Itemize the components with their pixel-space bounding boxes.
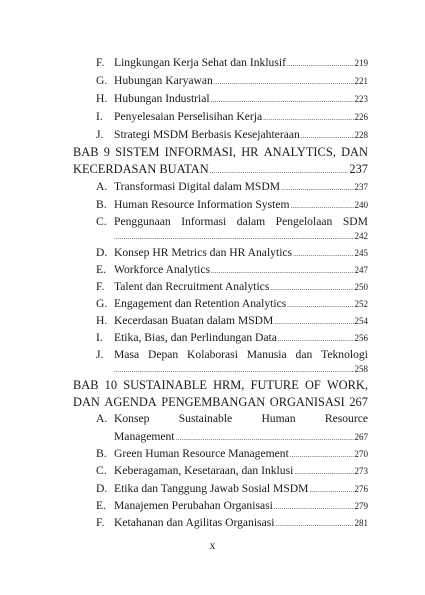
heading-word: ORGANISASI <box>269 395 345 409</box>
entry-letter: D. <box>96 246 108 259</box>
entry-page: 254 <box>354 316 368 326</box>
entry-title: Ketahanan dan Agilitas Organisasi <box>114 516 275 529</box>
heading-word: 9 <box>103 145 110 159</box>
entry-letter: G. <box>96 297 108 310</box>
entry-letter: G. <box>96 74 108 87</box>
entry-title: Human Resource Information System <box>114 198 290 211</box>
title-word: Konsep <box>114 412 150 425</box>
entry-page: 221 <box>354 76 368 86</box>
entry-title: Penyelesaian Perselisihan Kerja <box>114 110 263 123</box>
title-word: Kolaborasi <box>187 348 238 361</box>
entry-letter: E. <box>96 263 106 276</box>
entry-title: Strategi MSDM Berbasis Kesejahteraan <box>114 128 300 141</box>
entry-title: Hubungan Karyawan <box>114 74 213 87</box>
entry-title: Manajemen Perubahan Organisasi <box>114 499 273 512</box>
dot-leader <box>114 362 354 378</box>
heading-word: ANALYTICS, <box>263 145 336 159</box>
dot-leader <box>211 92 354 108</box>
chapter-heading-line1[interactable] <box>73 377 368 393</box>
heading-word: BAB <box>73 145 99 159</box>
toc-entry[interactable] <box>96 262 368 278</box>
heading-word: OF <box>304 378 321 392</box>
dot-leader <box>287 56 354 72</box>
heading-word: SUSTAINABLE <box>123 378 207 392</box>
entry-letter: B. <box>96 198 107 211</box>
heading-word: HR <box>241 145 259 159</box>
heading-word: WORK, <box>326 378 368 392</box>
toc-entry[interactable] <box>96 55 368 71</box>
chapter-title: KECERDASAN BUATAN <box>73 162 209 176</box>
entry-page: 258 <box>354 364 368 374</box>
toc-entry[interactable] <box>96 446 368 462</box>
entry-page: 247 <box>354 265 368 275</box>
chapter-heading-line1[interactable] <box>73 144 368 160</box>
dot-leader <box>301 128 354 144</box>
entry-title: Transformasi Digital dalam MSDM <box>114 180 281 193</box>
dot-leader <box>114 229 354 245</box>
entry-letter: I. <box>96 110 103 123</box>
toc-entry[interactable] <box>96 109 368 125</box>
chapter-heading-line2[interactable] <box>73 161 368 177</box>
title-word: SDM <box>342 215 368 228</box>
toc-entry[interactable] <box>96 481 368 497</box>
entry-page: 219 <box>354 58 368 68</box>
toc-entry-continuation[interactable] <box>114 429 368 445</box>
entry-letter: H. <box>96 314 108 327</box>
title-word: Human <box>261 412 296 425</box>
entry-letter: H. <box>96 92 108 105</box>
heading-word: HRM, <box>213 378 245 392</box>
dot-leader <box>176 430 354 446</box>
dot-leader <box>214 74 354 90</box>
heading-word: 10 <box>104 378 118 392</box>
heading-word: PENGEMBANGAN <box>161 395 266 409</box>
chapter-page: 237 <box>349 162 368 176</box>
entry-title: Talent dan Recruitment Analytics <box>114 280 270 293</box>
heading-word: AGENDA <box>104 395 157 409</box>
entry-title: Hubungan Industrial <box>114 92 210 105</box>
title-word: Depan <box>147 348 179 361</box>
entry-page: 273 <box>354 466 368 476</box>
entry-letter: A. <box>96 180 108 193</box>
dot-leader <box>294 464 353 480</box>
entry-page: 226 <box>354 112 368 122</box>
toc-entry[interactable] <box>96 197 368 213</box>
dot-leader <box>293 246 353 262</box>
title-word: Teknologi <box>321 348 368 361</box>
page-number: x <box>209 540 216 552</box>
entry-letter: J. <box>96 348 104 361</box>
heading-word: INFORMASI, <box>164 145 236 159</box>
dot-leader <box>290 198 353 214</box>
dot-leader <box>309 482 353 498</box>
entry-letter: I. <box>96 331 103 344</box>
toc-entry[interactable] <box>96 313 368 329</box>
entry-title: Kecerdasan Buatan dalam MSDM <box>114 314 274 327</box>
dot-leader <box>210 163 349 179</box>
title-word: Masa <box>114 348 140 361</box>
entry-page: 240 <box>354 200 368 210</box>
entry-title: Engagement dan Retention Analytics <box>114 297 287 310</box>
entry-title-continued: Management <box>114 430 175 443</box>
dot-leader <box>274 499 354 515</box>
entry-title: Konsep HR Metrics dan HR Analytics <box>114 246 293 259</box>
entry-letter: C. <box>96 464 107 477</box>
title-word: Pengelolaan <box>275 215 333 228</box>
entry-page: 267 <box>354 432 368 442</box>
chapter-page: 267 <box>349 395 368 409</box>
toc-entry[interactable] <box>96 279 368 295</box>
entry-letter: F. <box>96 516 105 529</box>
title-word: Manusia <box>246 348 287 361</box>
entry-letter: D. <box>96 482 108 495</box>
entry-letter: F. <box>96 56 105 69</box>
toc-entry[interactable] <box>96 91 368 107</box>
entry-page: 270 <box>354 449 368 459</box>
toc-entry-continuation[interactable] <box>114 228 368 244</box>
entry-title: Workforce Analytics <box>114 263 210 276</box>
entry-letter: A. <box>96 412 108 425</box>
heading-word: SISTEM <box>115 145 160 159</box>
title-word: Penggunaan <box>114 215 171 228</box>
entry-page: 237 <box>354 182 368 192</box>
toc-entry[interactable] <box>96 411 368 427</box>
toc-entry[interactable] <box>96 245 368 261</box>
entry-title: Lingkungan Kerja Sehat dan Inklusif <box>114 56 286 69</box>
toc-entry[interactable] <box>96 127 368 143</box>
entry-title: Keberagaman, Kesetaraan, dan Inklusi <box>114 464 294 477</box>
title-word: dalam <box>236 215 266 228</box>
heading-word: DAN <box>73 395 100 409</box>
entry-page: 242 <box>354 231 368 241</box>
entry-page: 223 <box>354 94 368 104</box>
title-word: Sustainable <box>178 412 233 425</box>
dot-leader <box>270 280 353 296</box>
dot-leader <box>287 297 353 313</box>
toc-entry[interactable] <box>96 515 368 531</box>
entry-page: 279 <box>354 501 368 511</box>
heading-word: BAB <box>73 378 99 392</box>
toc-entry[interactable] <box>96 179 368 195</box>
entry-title <box>114 411 368 427</box>
entry-letter: B. <box>96 447 107 460</box>
entry-page: 228 <box>354 130 368 140</box>
toc-entry[interactable] <box>96 330 368 346</box>
toc-entry[interactable] <box>96 498 368 514</box>
entry-letter: C. <box>96 215 107 228</box>
dot-leader <box>274 314 353 330</box>
heading-word: FUTURE <box>250 378 299 392</box>
toc-entry[interactable] <box>96 73 368 89</box>
title-word: Resource <box>324 412 368 425</box>
toc-entry[interactable] <box>96 463 368 479</box>
heading-word: DAN <box>341 145 368 159</box>
chapter-heading-line2[interactable] <box>73 394 368 410</box>
entry-title: Etika, Bias, dan Perlindungan Data <box>114 331 277 344</box>
entry-title: Green Human Resource Management <box>114 447 289 460</box>
entry-page: 276 <box>354 484 368 494</box>
entry-page: 281 <box>354 518 368 528</box>
entry-page: 256 <box>354 333 368 343</box>
entry-page: 250 <box>354 282 368 292</box>
toc-entry-continuation[interactable] <box>114 361 368 377</box>
entry-letter: E. <box>96 499 106 512</box>
entry-letter: F. <box>96 280 105 293</box>
dot-leader <box>275 516 353 532</box>
toc-entry[interactable] <box>96 296 368 312</box>
entry-page: 252 <box>354 299 368 309</box>
dot-leader <box>281 180 353 196</box>
title-word: dan <box>295 348 313 361</box>
entry-page: 245 <box>354 248 368 258</box>
dot-leader <box>211 263 354 279</box>
title-word: Informasi <box>181 215 227 228</box>
entry-letter: J. <box>96 128 104 141</box>
dot-leader <box>290 447 354 463</box>
dot-leader <box>278 331 354 347</box>
entry-title: Etika dan Tanggung Jawab Sosial MSDM <box>114 482 309 495</box>
dot-leader <box>263 110 353 126</box>
